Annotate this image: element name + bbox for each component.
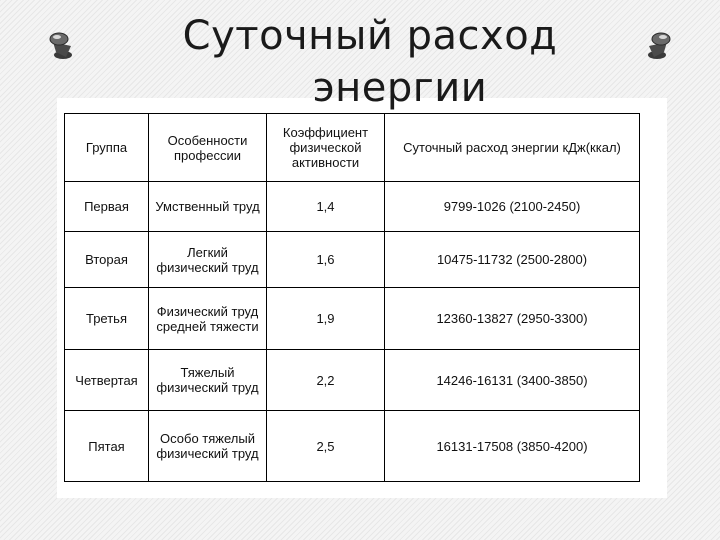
cell-group: Первая: [65, 182, 149, 232]
pushpin-icon: [642, 30, 676, 64]
cell-profession: Тяжелый физический труд: [149, 350, 267, 411]
cell-coefficient: 1,6: [267, 232, 385, 288]
energy-table: [64, 113, 640, 482]
cell-group: Третья: [65, 288, 149, 350]
table-row: [65, 350, 640, 411]
header-daily: Суточный расход энергии кДж(ккал): [385, 114, 640, 182]
cell-profession: Легкий физический труд: [149, 232, 267, 288]
header-group: Группа: [65, 114, 149, 182]
header-coefficient: Коэффициент физической активности: [267, 114, 385, 182]
cell-daily: 10475-11732 (2500-2800): [385, 232, 640, 288]
title-line-1: Суточный расход: [182, 13, 558, 59]
cell-daily: 16131-17508 (3850-4200): [385, 411, 640, 482]
cell-coefficient: 2,5: [267, 411, 385, 482]
cell-profession: Особо тяжелый физический труд: [149, 411, 267, 482]
cell-daily: 9799-1026 (2100-2450): [385, 182, 640, 232]
pushpin-icon: [44, 30, 78, 64]
cell-group: Вторая: [65, 232, 149, 288]
cell-coefficient: 2,2: [267, 350, 385, 411]
slide-title: [150, 10, 590, 114]
cell-profession: Умственный труд: [149, 182, 267, 232]
table-header-row: [65, 114, 640, 182]
table-row: [65, 411, 640, 482]
cell-profession: Физический труд средней тяжести: [149, 288, 267, 350]
cell-daily: 12360-13827 (2950-3300): [385, 288, 640, 350]
table-row: [65, 182, 640, 232]
cell-daily: 14246-16131 (3400-3850): [385, 350, 640, 411]
table-row: [65, 232, 640, 288]
table-row: [65, 288, 640, 350]
cell-coefficient: 1,9: [267, 288, 385, 350]
cell-coefficient: 1,4: [267, 182, 385, 232]
header-profession: Особенности профессии: [149, 114, 267, 182]
cell-group: Четвертая: [65, 350, 149, 411]
cell-group: Пятая: [65, 411, 149, 482]
title-line-2: энергии: [312, 65, 488, 111]
